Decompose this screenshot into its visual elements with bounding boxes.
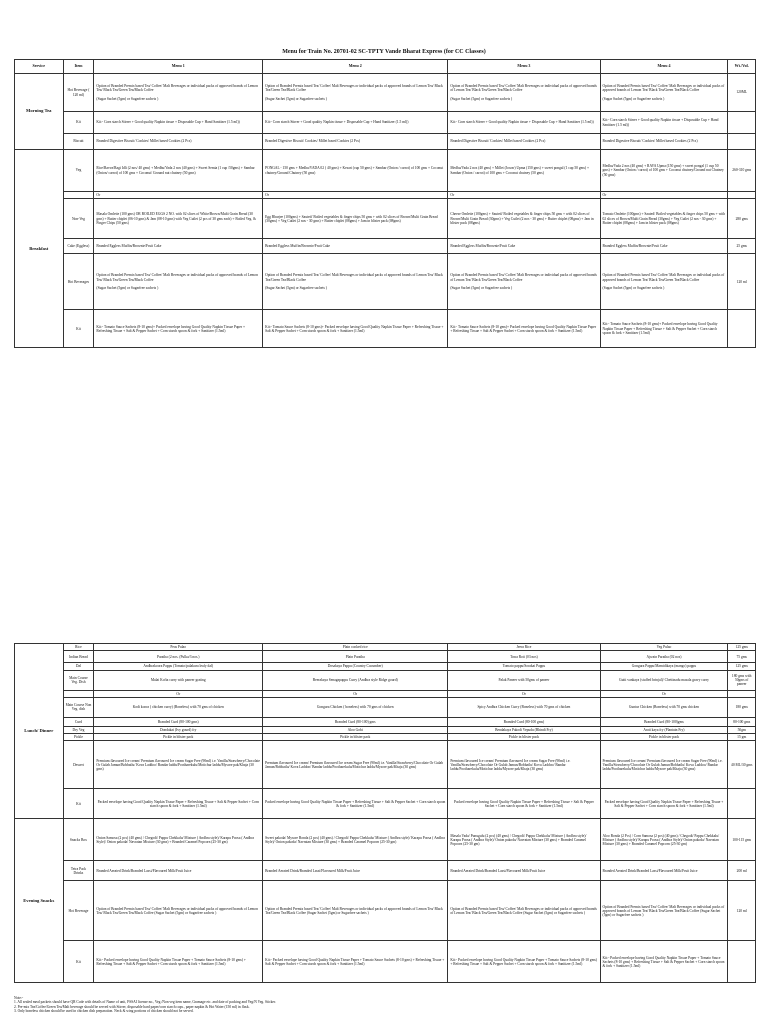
- header-menu-1: Menu 1: [94, 60, 263, 74]
- menu-cell: Packed envelope having Good Quality Napkin Tissue Paper + Refreshing Tissue + Salt & Pepper Sachet + Corn starch spoon & fork + Sanitizer (1.5ml): [94, 789, 263, 819]
- menu-cell: Option of Branded Premix based Tea/ Coffee/ Malt Beverages or individual packs of approved brands of Lemon Tea/ Black Tea/Green Tea/Black Coffee (Sugar Sachet (5gm) or Sugarfree sachets ): [448, 254, 600, 310]
- menu-cell: Guntur Chicken (Boneless) with 70 gms chicken: [600, 697, 728, 717]
- service-breakfast: Breakfast: [15, 150, 64, 348]
- menu-cell: Option of Branded Premix based Tea/ Coffee/ Malt Beverages or individual packs of approved brands of Lemon Tea/ Black Tea/Green Tea/Black Coffee (Sugar Sachet (5gm) or Sugarfree sachets ): [94, 74, 263, 112]
- item-cell: Kit: [63, 789, 94, 819]
- item-cell: Main Course Non Veg. dish: [63, 697, 94, 717]
- table-row: [15, 819, 756, 861]
- menu-cell: Branded Eggless Muffin/Brownie/Fruit Cake: [263, 239, 448, 254]
- menu-cell: Gongura Pappu/Mamidikaya (mango) pappu: [600, 663, 728, 670]
- menu-cell: Dondakai (Ivy gourd) fry: [94, 726, 263, 733]
- weight-cell: 80-100 gms: [728, 717, 756, 726]
- menu-cell: Branded Curd (80-100) gms: [263, 717, 448, 726]
- menu-cell: Kit:- Packed envelope having Good Quality Napkin Tissue Paper + Tomato Sauce Sachets (8-10 gms) + Refreshing Tissue + Salt & Pepper Sachet + Corn starch spoon & fork + Sanitizer (1.5ml): [263, 941, 448, 983]
- menu-cell: Jeera Rice: [448, 644, 600, 651]
- table-row: [15, 134, 756, 150]
- menu-cell: Branded Aerated Drink/Branded Lassi/Flavoured Milk/Fruit Juice: [448, 861, 600, 881]
- or-row: [15, 690, 756, 697]
- menu-cell: PONGAL - 150 gms + Medhu/VADA 02 ( 40 gms) + Kesari (cup 50 gms) + Sambar (Onion / carrot) of 100 gms + Coconut chutney/Ground Chutney (50 gms): [263, 150, 448, 192]
- menu-cell: Tomato pappu/Sorakai Pappu: [448, 663, 600, 670]
- weight-cell: 125 gms: [728, 644, 756, 651]
- menu-cell: Arati kaya fry (Plantain Fry): [600, 726, 728, 733]
- or-label: Or: [600, 690, 728, 697]
- item-cell: Hot Beverages: [63, 254, 94, 310]
- menu-cell: Branded Curd (80-100)gms: [600, 717, 728, 726]
- menu-cell: Gutti vankaya (stuffed brinjal)/ Chettinadu masala gravy curry: [600, 670, 728, 690]
- weight-cell: 180 gms with 50gms of paneer: [728, 670, 756, 690]
- table-row: [15, 239, 756, 254]
- menu-cell: Kit:- Packed envelope having Good Quality Napkin Tissue Paper + Tomato Sauce Sachets (8-10 gms) + Refreshing Tissue + Salt & Pepper Sachet + Corn starch spoon & fork + Sanitizer (1.5ml): [94, 941, 263, 983]
- menu-table-lunch-evening: [14, 643, 756, 983]
- menu-cell: Kit:- Tomato Sauce Sachets (8-10 gms)+ Packed envelope having Good Quality Napkin Tissue Paper + Refreshing Tissue + Salt & Pepper Sachet + Corn starch spoon & fork + Sanitizer (1.5ml): [448, 310, 600, 348]
- weight-cell: 15 gm: [728, 734, 756, 741]
- or-label: Or: [600, 192, 728, 199]
- menu-table-morning-breakfast: [14, 59, 756, 348]
- header-service: Service: [15, 60, 64, 74]
- menu-cell: Malai Kofta curry with paneer grating: [94, 670, 263, 690]
- header-menu-2: Menu 2: [263, 60, 448, 74]
- menu-cell: Kit:- Packed envelope having Good Quality Napkin Tissue Paper + Tomato Sauce Sachets (8-10 gms) + Refreshing Tissue + Salt & Pepper Sachet + Corn starch spoon & fork + Sanitizer (1.5ml): [448, 941, 600, 983]
- table-row: [15, 112, 756, 134]
- menu-cell: Pickle in blister pack: [448, 734, 600, 741]
- menu-cell: Medhu/Vada 2 nos (40 gms) + Millet (Jowar) Upma (150 gms) + sweet pongal (1 cup 50 gms) + Sambar (Onion / carrot) of 100 gms + Coconut chutney (50 gms): [448, 150, 600, 192]
- table-row: [15, 199, 756, 239]
- menu-cell: Andhrakoora Pappu (Tomato/palakura leafy dal): [94, 663, 263, 670]
- notes-section: [14, 996, 756, 1014]
- table-row: [15, 644, 756, 651]
- menu-cell: Packed envelope having Good Quality Napkin Tissue Paper + Refreshing Tissue + Salt & Pepper Sachet + Corn starch spoon & fork + Sanitizer (1.5ml): [600, 789, 728, 819]
- menu-cell: Kit:- Corn starch Stirrer + Good quality Napkin tissue + Disposable Cup + Hand Sanitizer (1.5 ml)): [263, 112, 448, 134]
- menu-cell: Cheese Omlette (100gms) + Sauted/ Boiled vegetables & finger chips 50 gms + with 02 slices of Brown/Multi Grain Bread (30gms) + Veg Cutlet (2 nos - 30 gms) + Butter chiplet (08gms) + Jam in blister pack (08gms): [448, 199, 600, 239]
- table-row: [15, 789, 756, 819]
- item-cell: Main Course Veg. Dish: [63, 670, 94, 690]
- table-row: [15, 861, 756, 881]
- header-menu-3: Menu 3: [448, 60, 600, 74]
- menu-cell: Bendakaya Pakodi Vepudu (Bhindi Fry): [448, 726, 600, 733]
- note-line: 3. Only boneless chicken should be used in chicken dish preparation. Neck & wing portions of chicken should not be served.: [14, 1009, 194, 1014]
- menu-cell: Option of Branded Premix based Tea/ Coffee/ Malt Beverages or individual packs of approved brands of Lemon Tea/ Black Tea/Green Tea/Black Coffee (Sugar Sachet (5gm) or Sugarfree sachets ): [263, 881, 448, 941]
- weight-cell: 50gm: [728, 726, 756, 733]
- menu-cell: Branded Digestive Biscuit/ Cookies/ Millet based Cookies (2 Pcs): [600, 134, 728, 150]
- weight-cell: 25 gms: [728, 239, 756, 254]
- or-label: Or: [263, 192, 448, 199]
- table-row: [15, 697, 756, 717]
- weight-cell: 180 gms: [728, 697, 756, 717]
- weight-cell: [728, 310, 756, 348]
- or-row: [15, 192, 756, 199]
- menu-cell: Option of Branded Premix based Tea/ Coffee/ Malt Beverages or individual packs of approved brands of Lemon Tea/ Black Tea/Green Tea/Black Coffee (Sugar Sachet (5gm) or Sugarfree sachets ): [94, 881, 263, 941]
- item-cell: Dal: [63, 663, 94, 670]
- weight-cell: [728, 112, 756, 134]
- menu-cell: Option of Branded Premix based Tea/ Coffee/ Malt Beverages or individual packs of approved brands of Lemon Tea/ Black Tea/Green Tea/Black Coffee (Sugar Sachet (5gm) or Sugarfree sachets ): [600, 881, 728, 941]
- menu-cell: Packed envelope having Good Quality Napkin Tissue Paper + Refreshing Tissue + Salt & Pepper Sachet + Corn starch spoon & fork + Sanitizer (1.5ml): [448, 789, 600, 819]
- weight-cell: [728, 134, 756, 150]
- menu-cell: Branded Digestive Biscuit/ Cookies/ Millet based Cookies (2 Pcs): [94, 134, 263, 150]
- service-morning-tea: Morning Tea: [15, 74, 64, 150]
- item-cell: [63, 690, 94, 697]
- weight-cell: 100-115 gms: [728, 819, 756, 861]
- weight-cell: 200 ml: [728, 861, 756, 881]
- menu-cell: Branded Eggless Muffin/Brownie/Fruit Cake: [600, 239, 728, 254]
- menu-cell: Option of Branded Premix based Tea/ Coffee/ Malt Beverages or individual packs of approved brands of Lemon Tea/ Black Tea/Green Tea/Black Coffee (Sugar Sachet (5gm) or Sugarfree sachets ): [94, 254, 263, 310]
- or-label: Or: [263, 690, 448, 697]
- header-menu-4: Menu 4: [600, 60, 728, 74]
- notes-heading: Note:-: [14, 996, 24, 1000]
- menu-cell: Medhu/Vada 2 nos (40 gms) + RAVA Upma (150 gms) + sweet pongal (1 cup 50 gms) + Sambar (Onion / carrot) of 100 gms + Coconut chutney/Ground nut Chutney (50 gms): [600, 150, 728, 192]
- menu-cell: Ajwain Paratha (02 nos): [600, 651, 728, 663]
- menu-cell: Rice/Ravva/Ragi Idli (2 nos/ 40 gms) + Medhu/Vada 2 nos (40 gms) + Sweet Semia (1 cup /50gms) + Sambar (Onion/ carrot) of 100 gms + Coconut/ Ground nut chutney (50 gms): [94, 150, 263, 192]
- menu-cell: Tawa Roti (03 nos): [448, 651, 600, 663]
- menu-cell: Branded Eggless Muffin/Brownie/Fruit Cake: [94, 239, 263, 254]
- menu-cell: Beerakaya Senagapappu Curry (Andhra style Ridge gourd): [263, 670, 448, 690]
- table-row: [15, 741, 756, 789]
- menu-cell: Kit:- Tomato Sauce Sachets (8-10 gms)+ Packed envelope having Good Quality Napkin Tissue Paper + Refreshing Tissue + Salt & Pepper Sachet + Corn starch spoon & fork + Sanitizer (1.5ml): [600, 310, 728, 348]
- menu-cell: Branded Aerated Drink/Branded Lassi/Flavoured Milk/Fruit Juice: [94, 861, 263, 881]
- menu-cell: Masala Vada/ Punugulu (2 pcs) (40 gms) / Chegodi/ Pappu Chekkalu/ Mixture ( Andhra style)/ Karapu Poosa ( Andhra Style)/ Onion pakoda/ Navratan Mixture (30 gms) + Branded Caramel Popcorn (25-30 gm): [448, 819, 600, 861]
- menu-cell: Option of Branded Premix based Tea/ Coffee/ Malt Beverages or individual packs of approved brands of Lemon Tea/ Black Tea/Green Tea/Black Coffee (Sugar Sachet (5gm) or Sugarfree sachets ): [600, 254, 728, 310]
- weight-cell: [728, 789, 756, 819]
- weight-cell: 125 gms: [728, 663, 756, 670]
- weight-cell: 260-310 gms: [728, 150, 756, 192]
- menu-cell: Spicy Andhra Chicken Curry (Boneless) with 70 gms of chicken: [448, 697, 600, 717]
- menu-cell: Kit:- Packed envelope having Good Quality Napkin Tissue Paper + Tomato Sauce Sachets (8-10 gms) + Refreshing Tissue + Salt & Pepper Sachet + Corn starch spoon & fork + Sanitizer (1.5ml): [600, 941, 728, 983]
- weight-cell: [728, 690, 756, 697]
- weight-cell: 120ML: [728, 74, 756, 112]
- item-cell: Cake (Eggless): [63, 239, 94, 254]
- table-row: [15, 734, 756, 741]
- menu-cell: Kodi koora ( chicken curry) (Boneless) with 70 gms of chicken: [94, 697, 263, 717]
- service-evening: Evening Snacks: [15, 819, 64, 983]
- item-cell: Non-Veg: [63, 199, 94, 239]
- table-row: [15, 670, 756, 690]
- table-row: [15, 663, 756, 670]
- or-label: Or: [94, 192, 263, 199]
- note-line: 2. Pre-mix Tea/Coffee/Green Tea/Malt beverage should be served with Stirrer, disposable hard paper/corn starch cups., paper napkin & Hot Water (150 ml) in flask.: [14, 1004, 250, 1009]
- service-lunch: Lunch/ Dinner: [15, 644, 64, 819]
- item-cell: Snacks Box: [63, 819, 94, 861]
- menu-cell: Branded Digestive Biscuit/ Cookies/ Millet based Cookies (2 Pcs): [448, 134, 600, 150]
- menu-cell: Aloo Gobi: [263, 726, 448, 733]
- table-row: [15, 941, 756, 983]
- menu-cell: Sweet pakoda/ Mysore Bonda (2 pcs) (40 gms) / Chegodi/ Pappu Chekkalu/ Mixture ( Andhra style)/ Karapu Poosa ( Andhra Style)/ Onion pakoda/ Navratan Mixture (30 gms) + Branded Caramel Popcorn (25-30 gm): [263, 819, 448, 861]
- table-row: [15, 881, 756, 941]
- weight-cell: 120 ml: [728, 254, 756, 310]
- menu-cell: Pickle in blister pack: [94, 734, 263, 741]
- or-label: Or: [94, 690, 263, 697]
- or-label: Or: [448, 192, 600, 199]
- menu-cell: Premium flavoured Ice cream/ Premium flavoured Ice cream Sugar Free (90ml) i.e. Vanilla/Strawberry/Chocolate Or Gulab Jamun/Bobbatlu/ Kova Laddoo/ Bandar laddu/Pootharekulu/Motichur laddu/Mysore pak/Khaja (30 gms): [94, 741, 263, 789]
- table-row: [15, 651, 756, 663]
- item-cell: Hot Beverage ( 120 ml): [63, 74, 94, 112]
- table-row: [15, 74, 756, 112]
- table-row: [15, 717, 756, 726]
- menu-cell: Premium flavoured Ice cream/ Premium flavoured Ice cream Sugar Free (90ml) i.e. Vanilla/Strawberry/Chocolate Or Gulab Jamun/Bobbatlu/ Kova Laddoo/ Bandar laddu/Pootharekulu/Motichur laddu/Mysore pak/Khaja (30 gms): [600, 741, 728, 789]
- menu-cell: Kit:- Tomato Sauce Sachets (8-10 gms)+ Packed envelope having Good Quality Napkin Tissue Paper + Refreshing Tissue + Salt & Pepper Sachet + Corn starch spoon & fork + Sanitizer (1.5ml): [263, 310, 448, 348]
- menu-cell: Packed envelope having Good Quality Napkin Tissue Paper + Refreshing Tissue + Salt & Pepper Sachet + Corn starch spoon & fork + Sanitizer (1.5ml): [263, 789, 448, 819]
- menu-cell: Option of Branded Premix based Tea/ Coffee/ Malt Beverages or individual packs of approved brands of Lemon Tea/ Black Tea/Green Tea/Black Coffee (Sugar Sachet (5gm) or Sugarfree sachets ): [263, 74, 448, 112]
- item-cell: Veg: [63, 150, 94, 192]
- menu-cell: Onion Samosa (2 pcs) (40 gms) / Chegodi/ Pappu Chekkalu/ Mixture ( Andhra style)/ Karapu Poosa ( Andhra Style)/ Onion pakoda/ Navratan Mixture (30 gms) + Branded Caramel Popcorn (25-30 gm): [94, 819, 263, 861]
- menu-cell: Kit:- Tomato Sauce Sachets (8-10 gms)+ Packed envelope having Good Quality Napkin Tissue Paper + Refreshing Tissue + Salt & Pepper Sachet + Corn starch spoon & fork + Sanitizer (1.5ml): [94, 310, 263, 348]
- menu-cell: Palak Paneer with 50gms of paneer: [448, 670, 600, 690]
- header-weight: Wt./Vol.: [728, 60, 756, 74]
- item-cell: Kit: [63, 941, 94, 983]
- weight-cell: [728, 941, 756, 983]
- or-label: Or: [448, 690, 600, 697]
- item-cell: Curd: [63, 717, 94, 726]
- header-item: Item: [63, 60, 94, 74]
- note-line: 1. All sealed meal packets should have QR Code with details of Name of unit, FSSAI license no., Veg./Non veg item name, Gramage etc. and date of packing and Veg/N Veg. Sticker.: [14, 1000, 276, 1005]
- table-header-row: [15, 60, 756, 74]
- item-cell: Kit: [63, 112, 94, 134]
- table-row: [15, 310, 756, 348]
- menu-cell: Plain cooked rice: [263, 644, 448, 651]
- menu-cell: Tomato Omlette (100gms) + Sauted/ Boiled vegetables & finger chips 50 gms + with 02 slices of Brown/Multi Grain Bread (30gms) + Veg Cutlet (2 nos - 30 gms) + Butter chiplet (08gms) + Jam in blister pack (08gms): [600, 199, 728, 239]
- weight-cell: 280 gms: [728, 199, 756, 239]
- menu-cell: Kit:- Corn starch Stirrer + Good quality Napkin tissue + Disposable Cup + Hand Sanitizer (1.5 ml)): [600, 112, 728, 134]
- menu-cell: Premium flavoured Ice cream/ Premium flavoured Ice cream Sugar Free (90ml) i.e. Vanilla/Strawberry/Chocolate Or Gulab Jamun/Bobbatlu/ Kova Laddoo/ Bandar laddu/Pootharekulu/Motichur laddu/Mysore pak/Khaja (30 gms): [448, 741, 600, 789]
- table-row: [15, 254, 756, 310]
- page-title: Menu for Train No. 20701-02 SC-TPTY Vande Bharat Express (for CC Classes): [282, 49, 486, 55]
- item-cell: Dessert: [63, 741, 94, 789]
- menu-cell: Branded Curd (80-100 gms): [94, 717, 263, 726]
- menu-cell: Pickle in blister pack: [263, 734, 448, 741]
- item-cell: Biscuit: [63, 134, 94, 150]
- item-cell: Tetra Pack Drinks: [63, 861, 94, 881]
- menu-cell: Option of Branded Premix based Tea/ Coffee/ Malt Beverages or individual packs of approved brands of Lemon Tea/ Black Tea/Green Tea/Black Coffee (Sugar Sachet (5gm) or Sugarfree sachets ): [600, 74, 728, 112]
- menu-cell: Branded Aerated Drink/Branded Lassi/Flavoured Milk/Fruit Juice: [263, 861, 448, 881]
- menu-cell: Peas Pulao: [94, 644, 263, 651]
- menu-cell: Option of Branded Premix based Tea/ Coffee/ Malt Beverages or individual packs of approved brands of Lemon Tea/ Black Tea/Green Tea/Black Coffee (Sugar Sachet (5gm) or Sugarfree sachets ): [448, 881, 600, 941]
- menu-cell: Kit:- Corn starch Stirrer + Good quality Napkin tissue + Disposable Cup + Hand Sanitizer (1.5 ml)): [448, 112, 600, 134]
- menu-cell: Branded Digestive Biscuit/ Cookies/ Millet based Cookies (2 Pcs): [263, 134, 448, 150]
- menu-cell: Branded Curd (80-100 gms): [448, 717, 600, 726]
- menu-cell: Option of Branded Premix based Tea/ Coffee/ Malt Beverages or individual packs of approved brands of Lemon Tea/ Black Tea/Green Tea/Black Coffee (Sugar Sachet (5gm) or Sugarfree sachets ): [448, 74, 600, 112]
- menu-cell: Premium flavoured Ice cream/ Premium flavoured Ice cream Sugar Free (90ml) i.e. Vanilla/Strawberry/Chocolate Or Gulab Jamun/Bobbatlu/ Kova Laddoo/ Bandar laddu/Pootharekulu/Motichur laddu/Mysore pak/Khaja (30 gms): [263, 741, 448, 789]
- menu-cell: Gongura Chicken ( boneless) with 70 gms of chicken: [263, 697, 448, 717]
- menu-cell: Plain Paratha: [263, 651, 448, 663]
- item-cell: Hot Beverage: [63, 881, 94, 941]
- menu-cell: Egg Bhurjee (100gms) + Sauted/ Boiled vegetables & finger chips 50 gms + with 02 slices of Brown/Multi Grain Bread (30gms) + Veg Cutlet (2 nos - 30 gms) + Butter chiplet (08gms) + Jam in blister pack (08gms): [263, 199, 448, 239]
- menu-cell: Option of Branded Premix based Tea/ Coffee/ Malt Beverages or individual packs of approved brands of Lemon Tea/ Black Tea/Green Tea/Black Coffee (Sugar Sachet (5gm) or Sugarfree sachets ): [263, 254, 448, 310]
- menu-cell: Paratha (2 nos. (Pulka/3 nos.): [94, 651, 263, 663]
- item-cell: Kit: [63, 310, 94, 348]
- item-cell: Rice: [63, 644, 94, 651]
- menu-cell: Dosakaya Pappu (Country Cucumber): [263, 663, 448, 670]
- menu-cell: Aloo Bonda (2 Pcs) / Corn Samosa (2 pcs) (40 gms) / Chegodi/ Pappu Chekkalu/ Mixture ( Andhra style)/ Karapu Poosa ( Andhra Style)/ Onion pakoda/ Navratan Mixture (30 gms) + Branded Caramel Popcorn (25-30 gm): [600, 819, 728, 861]
- menu-cell: Kit:- Corn starch Stirrer + Good quality Napkin tissue + Disposable Cup + Hand Sanitizer (1.5 ml)): [94, 112, 263, 134]
- item-cell: Dry Veg: [63, 726, 94, 733]
- menu-cell: Pickle in blister pack: [600, 734, 728, 741]
- item-cell: Pickle: [63, 734, 94, 741]
- table-row: [15, 150, 756, 192]
- weight-cell: 120 ml: [728, 881, 756, 941]
- item-cell: Indian Bread: [63, 651, 94, 663]
- menu-cell: Branded Aerated Drink/Branded Lassi/Flavoured Milk/Fruit Juice: [600, 861, 728, 881]
- menu-cell: Branded Eggless Muffin/Brownie/Fruit Cake: [448, 239, 600, 254]
- weight-cell: 40 ML/30 gms: [728, 741, 756, 789]
- menu-cell: Veg Pulao: [600, 644, 728, 651]
- table-row: [15, 726, 756, 733]
- menu-cell: Masala Omlette (100 gms) OR BOILED EGGS 2 NO. with 02 slices of White/Brown/Multi Grain Bread (30 gms) + Butter chiplet (06-10 gms) & Jam (08-10 gms) with Veg Cutlet (2 pcs of 30 gms each) + Boiled Veg. & Finger Chips (50 gms): [94, 199, 263, 239]
- weight-cell: 75 gms: [728, 651, 756, 663]
